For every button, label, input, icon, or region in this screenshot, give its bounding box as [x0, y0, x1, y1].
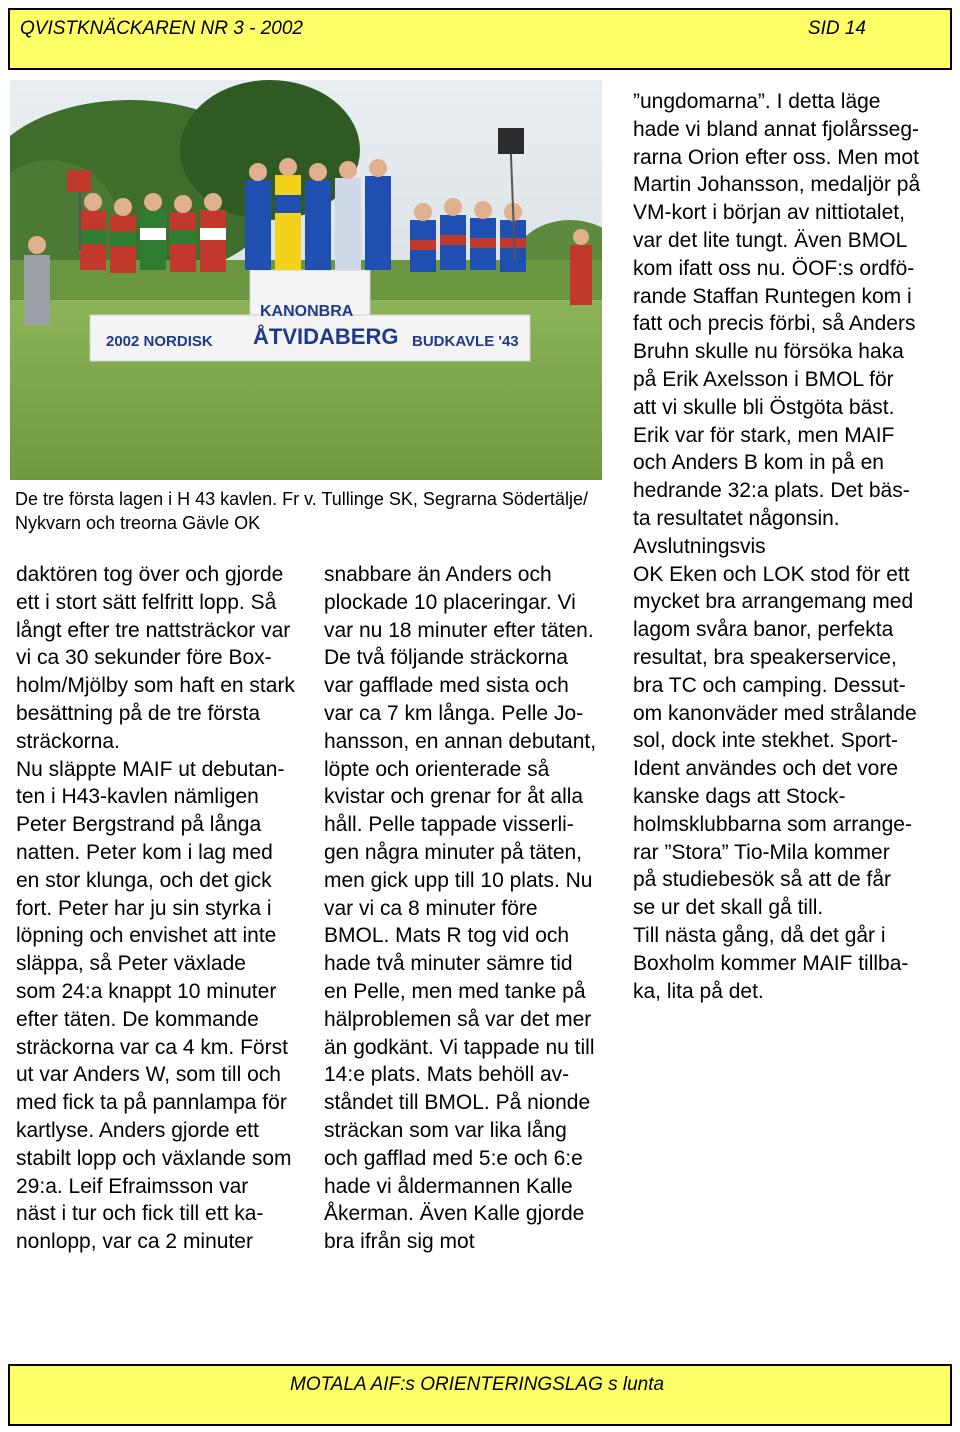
- article-column-3: ”ungdomarna”. I detta läge hade vi bland annat fjolårsseg- rarna Orion efter oss. Men mot Martin Johansson, medaljör på VM-kort i början av nittiotalet, var det lite tungt. Även BMOL kom ifatt oss nu. ÖOF:s ordfö- rande Staffan Runtegen kom i fatt och precis förbi, så Anders Bruhn skulle nu försöka haka på Erik Axelsson i BMOL för att vi skulle bli Östgöta bäst. Erik var för stark, men MAIF och Anders B kom in på en hedrande 32:a plats. Det bäs- ta resultatet någonsin. Avslutningsvis OK Eken och LOK stod för ett mycket bra arrangemang med lagom svåra banor, perfekta resultat, bra speakerservice, bra TC och camping. Dessut- om kanonväder med strålande sol, dock inte stekhet. Sport- Ident användes och det vore kanske dags att Stock- holmsklubbarna som arrange- rar ”Stora” Tio-Mila kommer på studiebesök så att de får se ur det skall gå till. Till nästa gång, då det går i Boxholm kommer MAIF tillba- ka, lita på det.: [633, 90, 921, 1003]
- banner-center-top-text: KANONBRA: [260, 303, 354, 320]
- banner-center-text: ÅTVIDABERG: [253, 324, 399, 349]
- header-bar: [8, 8, 952, 70]
- article-column-1: daktören tog över och gjorde ett i stort sätt felfritt lopp. Så långt efter tre nattsträckor var vi ca 30 sekunder före Box- holm/Mjölby som haft en stark besättning på de tre första sträckorna. Nu släppte MAIF ut debutan- ten i H43-kavlen nämligen Peter Bergstrand på långa natten. Peter kom i lag med en stor klunga, och det gick fort. Peter har ju sin styrka i löpning och envishet att inte släppa, så Peter växlade som 24:a knappt 10 minuter efter täten. De kommande sträckorna var ca 4 km. Först ut var Anders W, som till och med fick ta på pannlampa för kartlyse. Anders gjorde ett stabilt lopp och växlande som 29:a. Leif Efraimsson var näst i tur och fick till ett ka- nonlopp, var ca 2 minuter: [16, 563, 295, 1254]
- team-center: [245, 175, 391, 270]
- article-column-2: snabbare än Anders och plockade 10 placeringar. Vi var nu 18 minuter efter täten. De två följande sträckorna var gafflade med sista och var ca 7 km långa. Pelle Jo- hansson, en annan debutant, löpte och orienterade så kvistar och grenar for åt alla håll. Pelle tappade visserli- gen några minuter på täten, men gick upp till 10 plats. Nu var vi ca 8 minuter före BMOL. Mats R tog vid och hade två minuter sämre tid en Pelle, men med tanke på hälproblemen så var det mer än godkänt. Vi tappade nu till 14:e plats. Mats behöll av- ståndet till BMOL. På nionde sträckan som var lika lång och gafflad med 5:e och 6:e hade vi åldermannen Kalle Åkerman. Även Kalle gjorde bra ifrån sig mot: [324, 563, 597, 1254]
- photo-illustration: [10, 80, 602, 480]
- footer-text: MOTALA AIF:s ORIENTERINGSLAG s lunta: [290, 1374, 665, 1395]
- team-left: [80, 210, 226, 273]
- banner-left-text: 2002 NORDISK: [106, 333, 213, 350]
- podium-photo: [10, 80, 602, 480]
- page-number: SID 14: [807, 18, 866, 39]
- banner-right-text: BUDKAVLE '43: [412, 333, 519, 350]
- footer-bar: [8, 1364, 952, 1426]
- photo-caption: De tre första lagen i H 43 kavlen. Fr v. Tullinge SK, Segrarna Södertälje/ Nykvarn och treorna Gävle OK: [15, 489, 588, 533]
- magazine-title: QVISTKNÄCKAREN NR 3 - 2002: [20, 18, 303, 39]
